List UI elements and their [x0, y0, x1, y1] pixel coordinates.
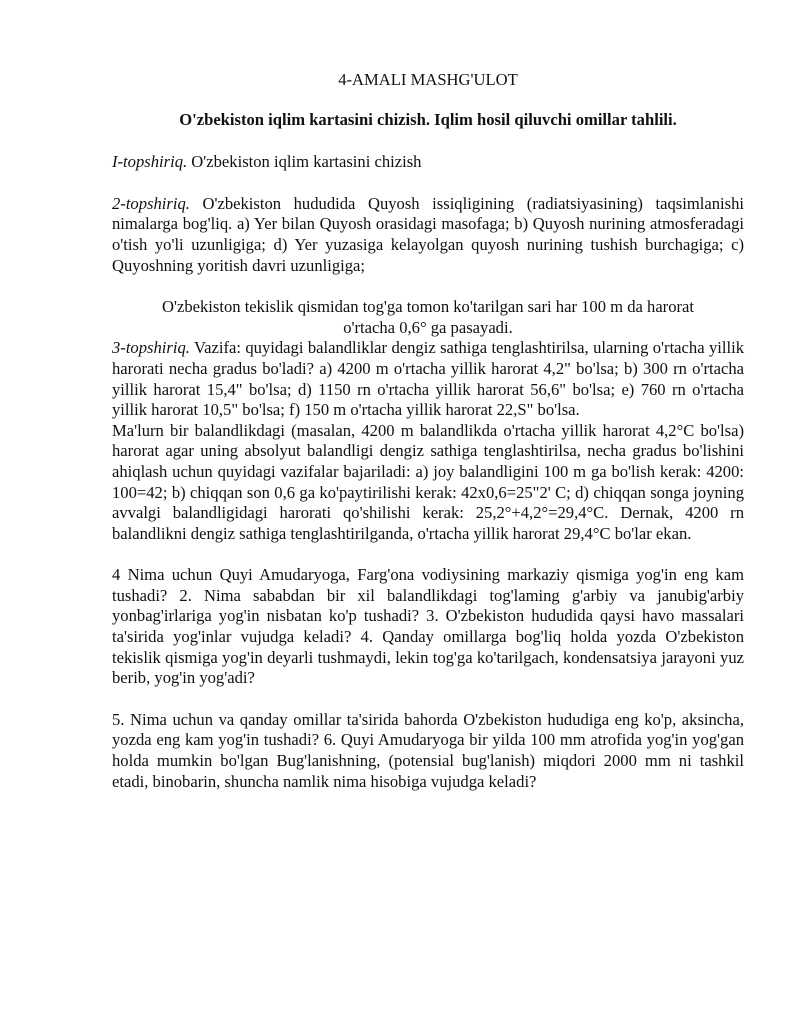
note-line-1: O'zbekiston tekislik qismidan tog'ga tomon ko'tarilgan sari har 100 m da harorat [161, 297, 695, 317]
questions-paragraph-2: 5. Nima uchun va qanday omillar ta'sirida bahorda O'zbekiston hududiga eng ko'p, aksincha, yozda eng kam yog'in tushadi? 6. Quyi Amudaryoga bir yilda 100 mm atrofida yog'in yog'gan holda mumkin bo'lgan Bug'lanishning, (potensial bug'lanish) miqdori 2000 mm ni tashkil etadi, binobarin, shuncha namlik nima hisobiga vujudga keladi? [112, 709, 744, 791]
task-2-label: 2-topshiriq. [112, 193, 190, 213]
task-2-paragraph [112, 194, 744, 276]
task-3-paragraph [112, 338, 744, 420]
document-subtitle: O'zbekiston iqlim kartasini chizish. Iqlim hosil qiluvchi omillar tahlili. [179, 109, 677, 129]
document-title: 4-AMALI MASHG'ULOT [338, 70, 518, 89]
example-paragraph: Ma'lurn bir balandlikdagi (masalan, 4200 m balandlikda o'rtacha yillik harorat 4,2°C bo'lsa) harorat agar uning absolyut balandligi dengiz sathiga tenglashtirilsa, necha gradus bo'lishini ahiqlash uchun quyidagi vazifalar bajariladi: a) joy balandligini 100 m ga bo'lish kerak: 4200: 100=42; b) chiqqan son 0,6 ga ko'paytirilishi kerak: 42x0,6=25"2' C; d) chiqqan songa joyning avvalgi balandligidagi harorati qo'shilishi kerak: 25,2°+4,2°=29,4°C. Dernak, 4200 rn balandlikni dengiz sathiga tenglashtirilganda, o'rtacha yillik harorat 29,4°C bo'lar ekan. [112, 420, 744, 543]
spacer [112, 689, 744, 710]
questions-paragraph-1: 4 Nima uchun Quyi Amudaryoga, Farg'ona vodiysining markaziy qismiga yog'in eng kam tushadi? 2. Nima sababdan bir xil balandlikdagi tog'laming g'arbiy va janubig'arbiy yonbag'irlariga yog'in nisbatan ko'p tushadi? 3. O'zbekiston hududida qaysi havo massalari ta'sirida yog'inlar vujudga keladi? 4. Qanday omillarga bog'liq holda yozda O'zbekiston tekislik qismiga yog'in deyarli tushmaydi, lekin tog'ga ko'tarilgach, kondensatsiya jarayoni yuz berib, yog'in yog'adi? [112, 565, 744, 688]
document-page [112, 70, 744, 792]
task-3-text: Vazifa: quyidagi balandliklar dengiz sathiga tenglashtirilsa, ularning o'rtacha yillik harorati necha gradus bo'ladi? a) 4200 m o'rtacha yillik harorat 4,2" bo'lsa; b) 300 rn o'rtacha yillik harorat 15,4" bo'lsa; d) 1150 rn o'rtacha yillik harorat 56,6" bo'lsa; e) 760 rn o'rtacha yillik harorat 10,5" bo'lsa; f) 150 m o'rtacha yillik harorat 22,S" bo'lsa. [112, 338, 744, 420]
task-1-label: I-topshiriq. [112, 152, 188, 172]
spacer [112, 544, 744, 565]
spacer [112, 173, 744, 194]
task-2-text: O'zbekiston hududida Quyosh issiqligining (radiatsiyasining) taqsimlanishi nimalarga bog'liq. a) Yer bilan Quyosh orasidagi masofaga; b) Quyosh nurining atmosferadagi o'tish yo'li uzunligiga; d) Yer yuzasiga kelayolgan quyosh nurining tushish burchagiga; c) Quyoshning yoritish davri uzunligiga; [112, 193, 744, 275]
task-3-label: 3-topshiriq. [112, 338, 190, 358]
note-line-2: o'rtacha 0,6° ga pasayadi. [343, 317, 513, 337]
task-1-text: O'zbekiston iqlim kartasini chizish [187, 152, 422, 172]
spacer [112, 276, 744, 297]
task-1-paragraph [112, 152, 744, 173]
